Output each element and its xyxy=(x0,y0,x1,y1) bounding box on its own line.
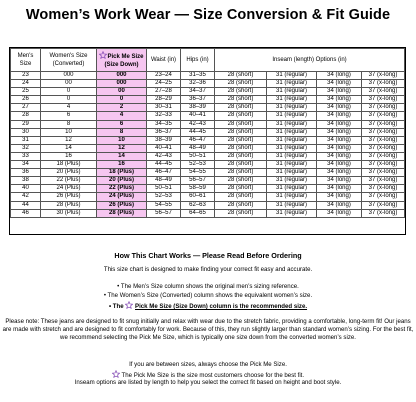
cell-waist: 40–41 xyxy=(147,144,181,152)
cell-inseam-long: 34 (long) xyxy=(317,104,362,112)
header-mens-size: Men's Size xyxy=(11,49,41,72)
cell-inseam-xlong: 37 (x-long) xyxy=(362,201,405,209)
cell-pick-me-size: 8 xyxy=(97,128,147,136)
header-pick-me-size xyxy=(97,49,147,72)
cell-womens-size: 20 (Plus) xyxy=(41,169,97,177)
table-row xyxy=(11,201,405,209)
cell-womens-size: 26 (Plus) xyxy=(41,193,97,201)
cell-inseam-long: 34 (long) xyxy=(317,120,362,128)
cell-mens-size: 30 xyxy=(11,128,41,136)
cell-mens-size: 34 xyxy=(11,161,41,169)
cell-womens-size: 28 (Plus) xyxy=(41,201,97,209)
howto-between-sizes: If you are between sizes, always choose the Pick Me Size. xyxy=(129,361,287,368)
cell-womens-size: 30 (Plus) xyxy=(41,209,97,217)
cell-inseam-short: 28 (short) xyxy=(215,72,267,80)
cell-inseam-xlong: 37 (x-long) xyxy=(362,161,405,169)
cell-hips: 36–37 xyxy=(181,96,215,104)
table-row xyxy=(11,112,405,120)
cell-inseam-xlong: 37 (x-long) xyxy=(362,177,405,185)
cell-inseam-short: 28 (short) xyxy=(215,104,267,112)
cell-waist: 56–57 xyxy=(147,209,181,217)
cell-waist: 38–39 xyxy=(147,136,181,144)
cell-inseam-regular: 31 (regular) xyxy=(267,80,317,88)
cell-inseam-short: 28 (short) xyxy=(215,209,267,217)
cell-hips: 44–45 xyxy=(181,128,215,136)
table-row xyxy=(11,144,405,152)
table-row xyxy=(11,136,405,144)
cell-womens-size: 000 xyxy=(41,72,97,80)
size-table xyxy=(10,48,405,218)
cell-hips: 32–36 xyxy=(181,80,215,88)
star-outline-icon xyxy=(112,370,120,378)
cell-inseam-long: 34 (long) xyxy=(317,96,362,104)
header-pick-me-label: Pick Me Size (Size Down) xyxy=(104,54,144,68)
cell-womens-size: 24 (Plus) xyxy=(41,185,97,193)
cell-inseam-long: 34 (long) xyxy=(317,80,362,88)
cell-inseam-xlong: 37 (x-long) xyxy=(362,88,405,96)
cell-hips: 40–41 xyxy=(181,112,215,120)
cell-hips: 54–55 xyxy=(181,169,215,177)
header-inseam: Inseam (length) Options (in) xyxy=(215,49,405,72)
cell-inseam-long: 34 (long) xyxy=(317,185,362,193)
cell-inseam-short: 28 (short) xyxy=(215,161,267,169)
cell-waist: 23–24 xyxy=(147,72,181,80)
cell-womens-size: 16 xyxy=(41,152,97,160)
cell-mens-size: 26 xyxy=(11,96,41,104)
table-row xyxy=(11,120,405,128)
howto-note: Please note: These jeans are designed to fit snug initially and relax with wear due to the stretch fabric, providing a comfortable, long-term fit! Our jeans are made with stretch and are designed to fit comfortably for work. Because of this, they run slightly larger than standard women’s sizing. For the best fit, we recommend selecting the Pick Me Size, which is typically one size down from the converted women’s size. xyxy=(2,318,414,342)
cell-inseam-xlong: 37 (x-long) xyxy=(362,112,405,120)
star-outline-icon xyxy=(125,301,133,309)
cell-inseam-short: 28 (short) xyxy=(215,144,267,152)
cell-pick-me-size: 6 xyxy=(97,120,147,128)
cell-inseam-short: 28 (short) xyxy=(215,152,267,160)
cell-inseam-regular: 31 (regular) xyxy=(267,136,317,144)
cell-inseam-short: 28 (short) xyxy=(215,88,267,96)
cell-inseam-long: 34 (long) xyxy=(317,152,362,160)
cell-waist: 36–37 xyxy=(147,128,181,136)
cell-inseam-short: 28 (short) xyxy=(215,177,267,185)
header-waist: Waist (in) xyxy=(147,49,181,72)
cell-mens-size: 28 xyxy=(11,112,41,120)
cell-inseam-regular: 31 (regular) xyxy=(267,193,317,201)
cell-hips: 52–53 xyxy=(181,161,215,169)
howto-star-line-text: The Pick Me Size is the size most customers choose for the best fit. xyxy=(121,372,305,379)
cell-inseam-long: 34 (long) xyxy=(317,112,362,120)
cell-pick-me-size: 22 (Plus) xyxy=(97,185,147,193)
howto-bullet-womens: • The Women’s Size (Converted) column shows the equivalent women’s size. xyxy=(103,292,313,299)
cell-inseam-xlong: 37 (x-long) xyxy=(362,120,405,128)
cell-inseam-short: 28 (short) xyxy=(215,201,267,209)
cell-mens-size: 42 xyxy=(11,193,41,201)
cell-hips: 64–65 xyxy=(181,209,215,217)
cell-pick-me-size: 24 (Plus) xyxy=(97,193,147,201)
cell-inseam-xlong: 37 (x-long) xyxy=(362,128,405,136)
size-chart xyxy=(9,47,406,235)
cell-hips: 42–43 xyxy=(181,120,215,128)
table-row xyxy=(11,177,405,185)
howto-bullet-pick-prefix: • The xyxy=(108,303,124,310)
cell-mens-size: 24 xyxy=(11,80,41,88)
cell-hips: 46–47 xyxy=(181,136,215,144)
table-row xyxy=(11,80,405,88)
cell-inseam-short: 28 (short) xyxy=(215,128,267,136)
cell-pick-me-size: 20 (Plus) xyxy=(97,177,147,185)
cell-inseam-long: 34 (long) xyxy=(317,72,362,80)
cell-inseam-regular: 31 (regular) xyxy=(267,88,317,96)
cell-inseam-xlong: 37 (x-long) xyxy=(362,209,405,217)
table-header-row xyxy=(11,49,405,72)
cell-inseam-regular: 31 (regular) xyxy=(267,201,317,209)
cell-mens-size: 38 xyxy=(11,177,41,185)
cell-waist: 46–47 xyxy=(147,169,181,177)
cell-mens-size: 27 xyxy=(11,104,41,112)
cell-hips: 56–57 xyxy=(181,177,215,185)
cell-pick-me-size: 4 xyxy=(97,112,147,120)
howto-title: How This Chart Works — Please Read Before Ordering xyxy=(114,251,302,260)
cell-inseam-regular: 31 (regular) xyxy=(267,144,317,152)
cell-inseam-xlong: 37 (x-long) xyxy=(362,144,405,152)
cell-inseam-short: 28 (short) xyxy=(215,169,267,177)
cell-inseam-xlong: 37 (x-long) xyxy=(362,80,405,88)
cell-pick-me-size: 12 xyxy=(97,144,147,152)
cell-waist: 44–45 xyxy=(147,161,181,169)
cell-inseam-regular: 31 (regular) xyxy=(267,112,317,120)
cell-waist: 30–31 xyxy=(147,104,181,112)
cell-inseam-short: 28 (short) xyxy=(215,112,267,120)
cell-inseam-long: 34 (long) xyxy=(317,193,362,201)
cell-waist: 24–25 xyxy=(147,80,181,88)
cell-womens-size: 0 xyxy=(41,88,97,96)
cell-pick-me-size: 000 xyxy=(97,80,147,88)
cell-mens-size: 40 xyxy=(11,185,41,193)
cell-waist: 52–53 xyxy=(147,193,181,201)
cell-inseam-regular: 31 (regular) xyxy=(267,161,317,169)
cell-womens-size: 22 (Plus) xyxy=(41,177,97,185)
cell-womens-size: 6 xyxy=(41,112,97,120)
cell-mens-size: 25 xyxy=(11,88,41,96)
cell-womens-size: 0 xyxy=(41,96,97,104)
cell-hips: 34–37 xyxy=(181,88,215,96)
cell-inseam-long: 34 (long) xyxy=(317,177,362,185)
table-row xyxy=(11,96,405,104)
cell-inseam-regular: 31 (regular) xyxy=(267,72,317,80)
cell-inseam-long: 34 (long) xyxy=(317,161,362,169)
cell-pick-me-size: 0 xyxy=(97,96,147,104)
cell-pick-me-size: 10 xyxy=(97,136,147,144)
cell-waist: 34–35 xyxy=(147,120,181,128)
cell-inseam-short: 28 (short) xyxy=(215,136,267,144)
cell-hips: 58–59 xyxy=(181,185,215,193)
page-title: Women’s Work Wear — Size Conversion & Fit Guide xyxy=(25,7,391,23)
cell-hips: 31–35 xyxy=(181,72,215,80)
cell-inseam-regular: 31 (regular) xyxy=(267,185,317,193)
header-womens-size: Women's Size (Converted) xyxy=(41,49,97,72)
cell-inseam-xlong: 37 (x-long) xyxy=(362,72,405,80)
cell-waist: 32–33 xyxy=(147,112,181,120)
cell-mens-size: 32 xyxy=(11,144,41,152)
cell-inseam-regular: 31 (regular) xyxy=(267,169,317,177)
table-row xyxy=(11,104,405,112)
cell-inseam-xlong: 37 (x-long) xyxy=(362,185,405,193)
table-row xyxy=(11,193,405,201)
cell-womens-size: 4 xyxy=(41,104,97,112)
cell-mens-size: 31 xyxy=(11,136,41,144)
cell-waist: 42–43 xyxy=(147,152,181,160)
table-row xyxy=(11,161,405,169)
cell-pick-me-size: 26 (Plus) xyxy=(97,201,147,209)
cell-inseam-short: 28 (short) xyxy=(215,96,267,104)
cell-inseam-long: 34 (long) xyxy=(317,209,362,217)
cell-mens-size: 44 xyxy=(11,201,41,209)
cell-inseam-long: 34 (long) xyxy=(317,169,362,177)
cell-inseam-long: 34 (long) xyxy=(317,144,362,152)
table-row xyxy=(11,185,405,193)
cell-pick-me-size: 14 xyxy=(97,152,147,160)
cell-hips: 60–61 xyxy=(181,193,215,201)
cell-womens-size: 10 xyxy=(41,128,97,136)
cell-womens-size: 8 xyxy=(41,120,97,128)
cell-inseam-xlong: 37 (x-long) xyxy=(362,152,405,160)
cell-hips: 48–49 xyxy=(181,144,215,152)
cell-pick-me-size: 16 xyxy=(97,161,147,169)
cell-inseam-xlong: 37 (x-long) xyxy=(362,104,405,112)
table-row xyxy=(11,128,405,136)
cell-womens-size: 18 (Plus) xyxy=(41,161,97,169)
table-row xyxy=(11,72,405,80)
cell-inseam-regular: 31 (regular) xyxy=(267,209,317,217)
cell-hips: 62–63 xyxy=(181,201,215,209)
cell-womens-size: 12 xyxy=(41,136,97,144)
cell-waist: 28–29 xyxy=(147,96,181,104)
cell-waist: 27–28 xyxy=(147,88,181,96)
cell-waist: 50–51 xyxy=(147,185,181,193)
cell-pick-me-size: 000 xyxy=(97,72,147,80)
cell-inseam-short: 28 (short) xyxy=(215,185,267,193)
cell-hips: 38–39 xyxy=(181,104,215,112)
howto-inseam-line: Inseam options are listed by length to help you select the correct fit based on height and boot style. xyxy=(74,379,342,386)
cell-inseam-short: 28 (short) xyxy=(215,120,267,128)
howto-bullet-pick-text: Pick Me Size (Size Down) column is the recommended size. xyxy=(135,303,308,310)
cell-mens-size: 46 xyxy=(11,209,41,217)
cell-hips: 50–51 xyxy=(181,152,215,160)
cell-inseam-regular: 31 (regular) xyxy=(267,128,317,136)
table-body xyxy=(11,72,405,218)
cell-inseam-xlong: 37 (x-long) xyxy=(362,169,405,177)
cell-waist: 48–49 xyxy=(147,177,181,185)
cell-inseam-long: 34 (long) xyxy=(317,136,362,144)
cell-inseam-long: 34 (long) xyxy=(317,88,362,96)
cell-mens-size: 23 xyxy=(11,72,41,80)
cell-inseam-long: 34 (long) xyxy=(317,128,362,136)
howto-intro: This size chart is designed to make finding your correct fit easy and accurate. xyxy=(103,266,313,273)
table-row xyxy=(11,209,405,217)
cell-pick-me-size: 18 (Plus) xyxy=(97,169,147,177)
cell-inseam-xlong: 37 (x-long) xyxy=(362,96,405,104)
cell-inseam-xlong: 37 (x-long) xyxy=(362,193,405,201)
cell-inseam-xlong: 37 (x-long) xyxy=(362,136,405,144)
cell-mens-size: 33 xyxy=(11,152,41,160)
header-hips: Hips (in) xyxy=(181,49,215,72)
cell-pick-me-size: 00 xyxy=(97,88,147,96)
cell-inseam-regular: 31 (regular) xyxy=(267,120,317,128)
cell-inseam-regular: 31 (regular) xyxy=(267,104,317,112)
cell-inseam-long: 34 (long) xyxy=(317,201,362,209)
cell-pick-me-size: 28 (Plus) xyxy=(97,209,147,217)
cell-mens-size: 36 xyxy=(11,169,41,177)
table-row xyxy=(11,152,405,160)
cell-waist: 54–55 xyxy=(147,201,181,209)
cell-womens-size: 14 xyxy=(41,144,97,152)
cell-inseam-regular: 31 (regular) xyxy=(267,177,317,185)
howto-bullet-mens: • The Men’s Size column shows the original men’s sizing reference. xyxy=(117,283,299,290)
cell-pick-me-size: 2 xyxy=(97,104,147,112)
table-row xyxy=(11,169,405,177)
table-row xyxy=(11,88,405,96)
cell-womens-size: 00 xyxy=(41,80,97,88)
cell-mens-size: 29 xyxy=(11,120,41,128)
cell-inseam-regular: 31 (regular) xyxy=(267,96,317,104)
cell-inseam-short: 28 (short) xyxy=(215,193,267,201)
cell-inseam-regular: 31 (regular) xyxy=(267,152,317,160)
howto-bullet-pick xyxy=(0,301,416,311)
cell-inseam-short: 28 (short) xyxy=(215,80,267,88)
